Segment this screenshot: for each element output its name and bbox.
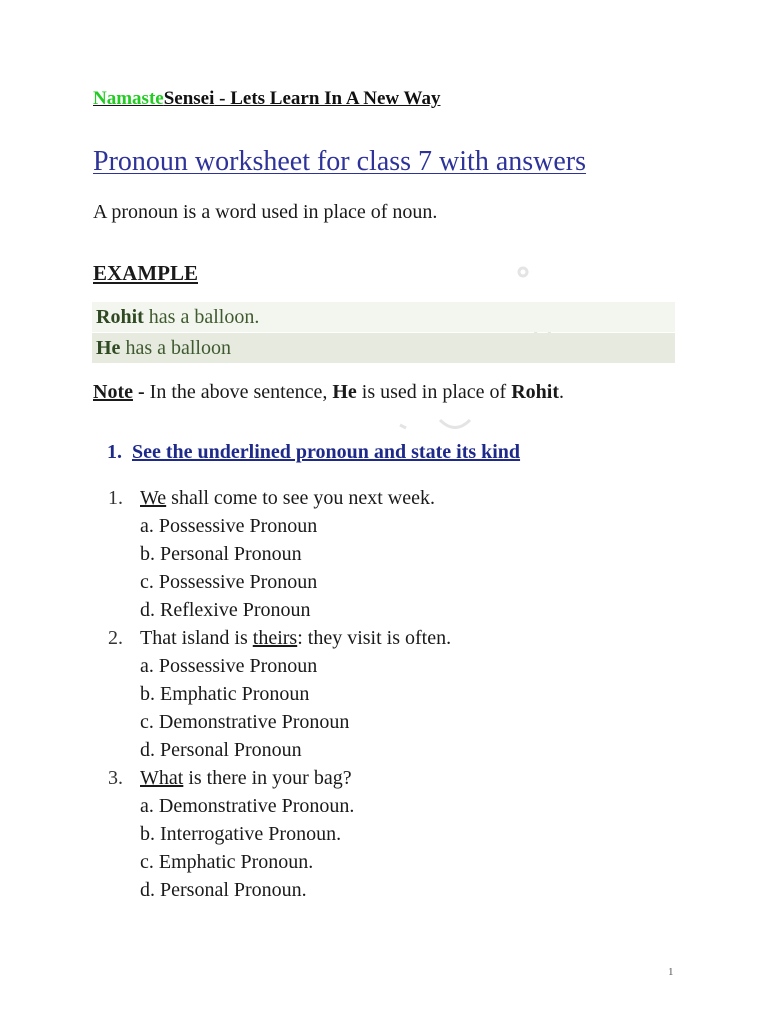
answer-option: a. Demonstrative Pronoun. xyxy=(140,795,355,817)
answer-option: b. Interrogative Pronoun. xyxy=(140,823,342,845)
answer-option: d. Personal Pronoun xyxy=(140,739,302,761)
answer-option: a. Possessive Pronoun xyxy=(140,655,318,677)
brand-namaste: Namaste xyxy=(93,88,164,109)
underlined-pronoun: We xyxy=(140,487,167,509)
question-stem xyxy=(108,624,451,652)
underlined-pronoun: What xyxy=(140,767,184,789)
note-text: In the above sentence, xyxy=(149,381,333,403)
answer-option: c. Demonstrative Pronoun xyxy=(140,711,350,733)
answer-option: b. Personal Pronoun xyxy=(140,543,302,565)
note-paragraph xyxy=(93,381,564,404)
question-item xyxy=(108,624,451,764)
answer-option: b. Emphatic Pronoun xyxy=(140,683,310,705)
section-number: 1. xyxy=(107,441,122,463)
question-text: That island is xyxy=(140,627,253,649)
example-subject: Rohit xyxy=(96,306,144,328)
question-number: 3. xyxy=(108,767,123,789)
question-stem xyxy=(108,484,451,512)
question-number: 1. xyxy=(108,487,123,509)
example-row xyxy=(92,333,675,363)
example-row xyxy=(92,302,675,332)
brand-sensei: Sensei xyxy=(163,88,215,109)
example-subject: He xyxy=(96,337,121,359)
note-noun: Rohit xyxy=(511,381,559,403)
example-table xyxy=(92,302,675,364)
question-stem xyxy=(108,764,451,792)
note-label: Note xyxy=(93,381,133,403)
question-item xyxy=(108,484,451,624)
page-title[interactable]: Pronoun worksheet for class 7 with answers xyxy=(93,146,587,177)
answer-option: c. Emphatic Pronoun. xyxy=(140,851,314,873)
question-item xyxy=(108,764,451,904)
note-text: is used in place of xyxy=(356,381,512,403)
answer-option: d. Personal Pronoun. xyxy=(140,879,307,901)
note-dash: - xyxy=(132,381,150,403)
question-text: shall come to see you next week. xyxy=(166,487,435,509)
answer-option: d. Reflexive Pronoun xyxy=(140,599,311,621)
question-text: : they visit is often. xyxy=(297,627,452,649)
section-title: See the underlined pronoun and state its kind xyxy=(132,441,521,463)
example-heading: EXAMPLE xyxy=(93,261,198,285)
question-text: is there in your bag? xyxy=(183,767,352,789)
note-pronoun: He xyxy=(332,381,357,403)
pronoun-definition: A pronoun is a word used in place of noun. xyxy=(93,201,438,223)
section-heading[interactable] xyxy=(107,441,520,464)
answer-option: c. Possessive Pronoun xyxy=(140,571,318,593)
page-number: 1 xyxy=(668,966,674,978)
question-number: 2. xyxy=(108,627,123,649)
answer-option: a. Possessive Pronoun xyxy=(140,515,318,537)
note-period: . xyxy=(559,381,564,403)
example-predicate: has a balloon xyxy=(120,337,231,359)
example-predicate: has a balloon. xyxy=(143,306,260,328)
site-tagline: - Lets Learn In A New Way xyxy=(214,88,441,109)
question-list xyxy=(108,484,451,904)
underlined-pronoun: theirs xyxy=(252,627,298,649)
site-header[interactable] xyxy=(93,88,440,110)
